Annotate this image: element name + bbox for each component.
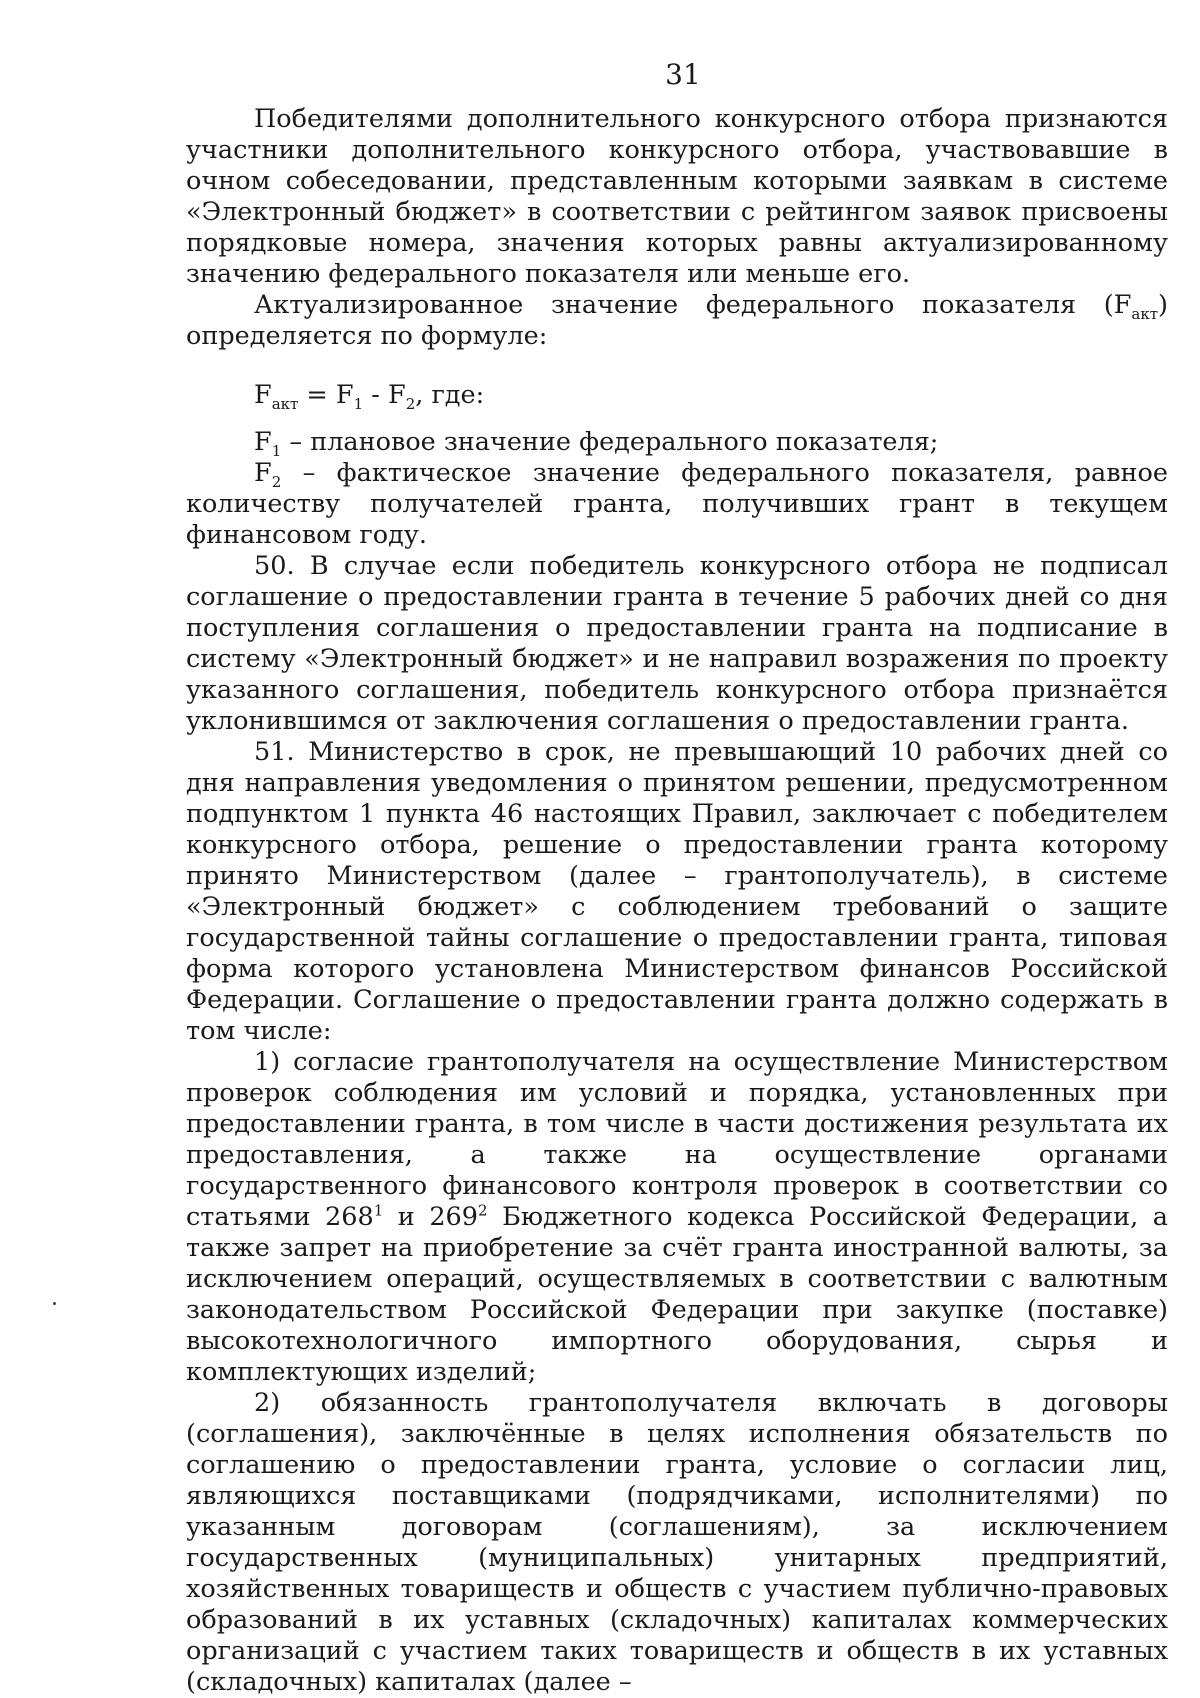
text-run: 1) согласие грантополучателя на осуществление Министерством проверок соблюдения им условий и порядка, установленных при предоставлении гранта, в том числе в части достижения результата их предоставления, а также на осуществление органами государственного финансового контроля проверок в соответствии со статьями 268: [186, 1047, 1168, 1232]
definition-text: – фактическое значение федерального показателя, равное количеству получателей гранта, получивших грант в текущем финансовом году.: [186, 458, 1168, 550]
formula-symbol: F: [254, 380, 272, 410]
definition-subscript: 2: [271, 473, 282, 492]
definition-f1: [186, 427, 1168, 461]
text-run: и 269: [383, 1202, 479, 1232]
body-text: [186, 104, 1168, 1698]
superscript: 1: [373, 1201, 384, 1220]
definition-subscript: 1: [271, 442, 282, 461]
text-run: Бюджетного кодекса Российской Федерации, а также запрет на приобретение за счёт гранта иностранной валюты, за исключением операций, осуществляемых в соответствии с валютным законодательством Российской Федерации при закупке (поставке) высокотехнологичного импортного оборудования, сырья и комплектующих изделий;: [186, 1202, 1169, 1387]
paragraph-actualized-value: [186, 290, 1168, 352]
definition-text: – плановое значение федерального показателя;: [281, 427, 939, 457]
paragraph-51: 51. Министерство в срок, не превышающий 10 рабочих дней со дня направления уведомления о принятом решении, предусмотренном подпунктом 1 пункта 46 настоящих Правил, заключает с победителем конкурсного отбора, решение о предоставлении гранта которому принято Министерством (далее – грантополучатель), в системе «Электронный бюджет» с соблюдением требований о защите государственной тайны соглашение о предоставлении гранта, типовая форма которого установлена Министерством финансов Российской Федерации. Соглашение о предоставлении гранта должно содержать в том числе:: [186, 737, 1168, 1046]
paragraph-winners: Победителями дополнительного конкурсного отбора признаются участники дополнительного конкурсного отбора, участвовавшие в очном собеседовании, представленным которыми заявкам в системе «Электронный бюджет» в соответствии с рейтингом заявок присвоены порядковые номера, значения которых равны актуализированному значению федерального показателя или меньше его.: [186, 104, 1168, 289]
paragraph-50: 50. В случае если победитель конкурсного отбора не подписал соглашение о предоставлении гранта в течение 5 рабочих дней со дня поступления соглашения о предоставлении гранта на подписание в систему «Электронный бюджет» и не направил возражения по проекту указанного соглашения, победитель конкурсного отбора признаётся уклонившимся от заключения соглашения о предоставлении гранта.: [186, 551, 1168, 736]
definition-symbol: F: [254, 458, 272, 488]
formula: [186, 380, 1168, 414]
list-item-2: 2) обязанность грантополучателя включать в договоры (соглашения), заключённые в целях исполнения обязательств по соглашению о предоставлении гранта, условие о согласии лиц, являющихся поставщиками (подрядчиками, исполнителями) по указанным договорам (соглашениям), за исключением государственных (муниципальных) унитарных предприятий, хозяйственных товариществ и обществ с участием публично-правовых образований в их уставных (складочных) капиталах коммерческих организаций с участием таких товариществ и обществ в их уставных (складочных) капиталах (далее –: [186, 1388, 1168, 1697]
formula-subscript: 1: [353, 395, 364, 414]
text-run: ) определяется по формуле:: [186, 290, 1168, 351]
list-item-1: [186, 1047, 1168, 1388]
formula-subscript: акт: [271, 395, 299, 414]
formula-subscript: 2: [405, 395, 416, 414]
superscript: 2: [478, 1201, 488, 1220]
formula-minus: - F: [363, 380, 406, 410]
page-number: 31: [665, 58, 701, 91]
definition-symbol: F: [254, 427, 272, 457]
definition-f2: [186, 458, 1168, 551]
formula-tail: , где:: [415, 380, 485, 410]
subscript-akt: акт: [1131, 305, 1159, 324]
scan-speck: [53, 1302, 56, 1305]
text-run: Актуализированное значение федерального показателя (F: [254, 290, 1132, 320]
formula-equals: = F: [298, 380, 354, 410]
